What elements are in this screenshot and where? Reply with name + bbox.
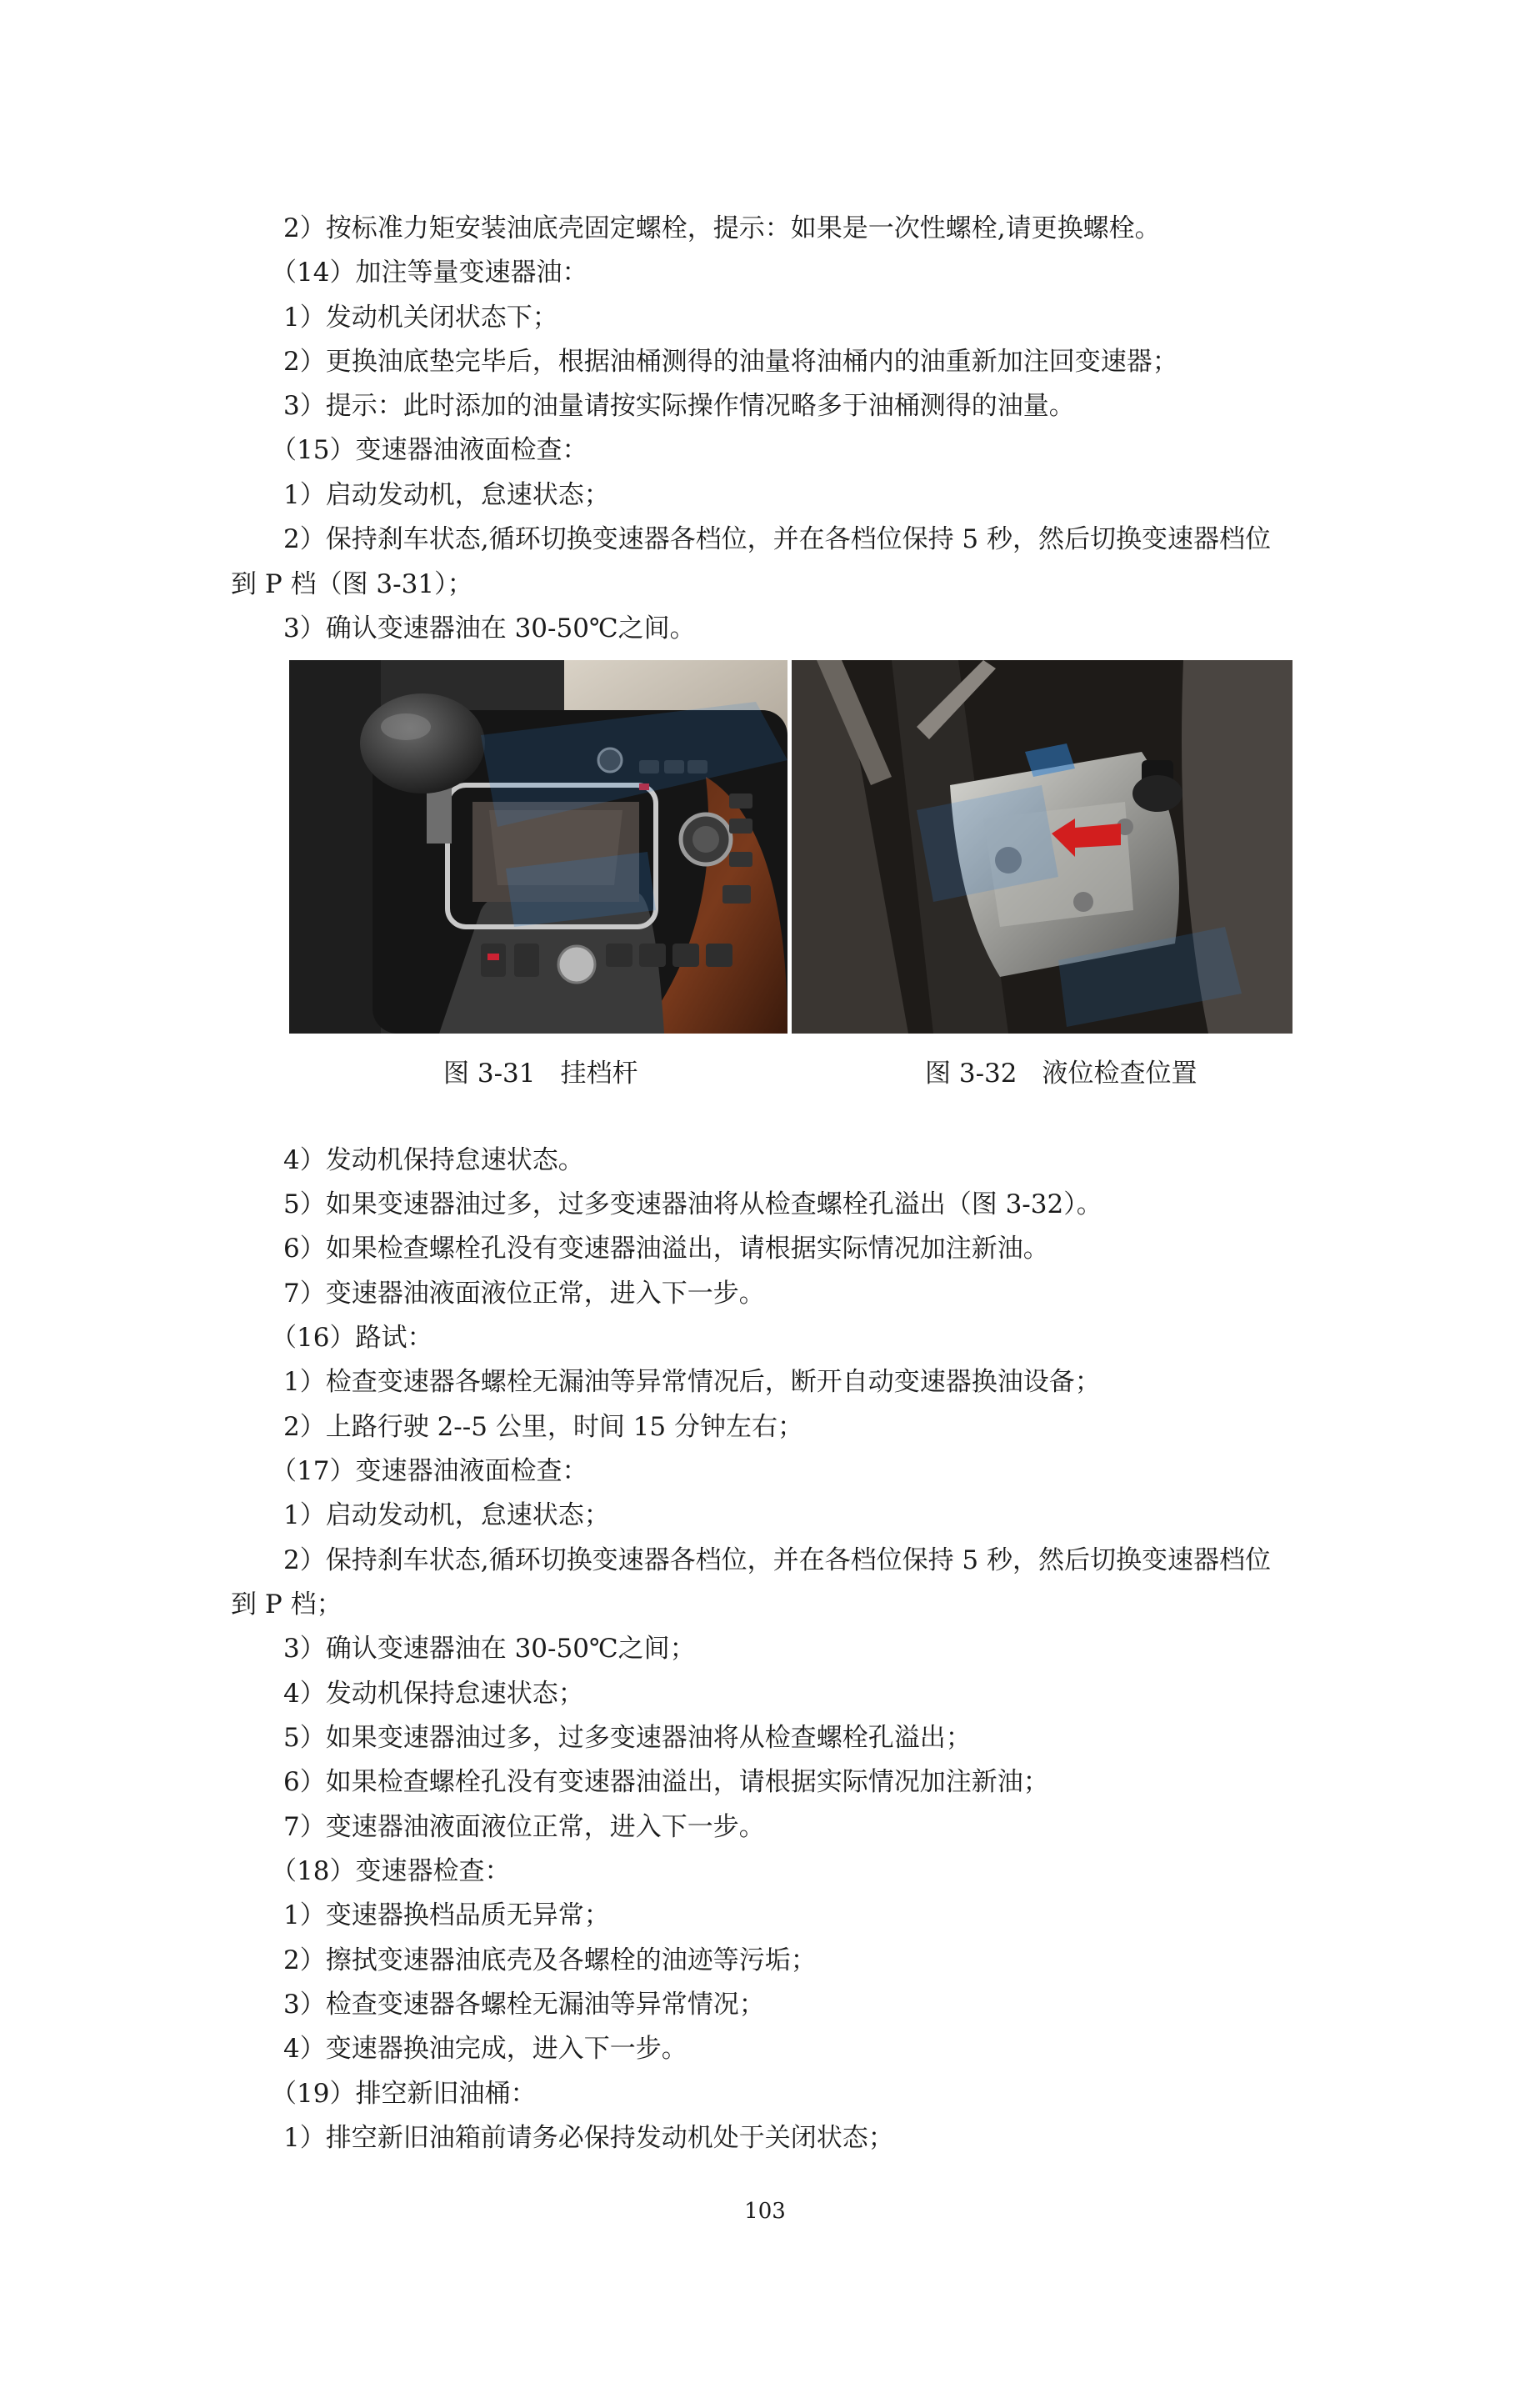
fluid-check-illustration <box>792 660 1292 1034</box>
text-line: 1）发动机关闭状态下； <box>283 303 558 333</box>
section-heading: （17）变速器油液面检查： <box>271 1456 588 1486</box>
text-line: 5）如果变速器油过多，过多变速器油将从检查螺栓孔溢出； <box>283 1723 972 1753</box>
gear-lever-illustration <box>289 660 788 1034</box>
text-line: 2）按标准力矩安装油底壳固定螺栓，提示：如果是一次性螺栓,请更换螺栓。 <box>283 213 1161 243</box>
text-line: 1）排空新旧油箱前请务必保持发动机处于关闭状态； <box>283 2123 894 2153</box>
figure-title: 液位检查位置 <box>1042 1059 1198 1089</box>
text-line: 1）启动发动机，怠速状态； <box>283 1500 610 1530</box>
figure-title: 挂档杆 <box>560 1059 638 1089</box>
text-line: 1）启动发动机，怠速状态； <box>283 480 610 510</box>
text-line: 2）保持刹车状态,循环切换变速器各档位，并在各档位保持 5 秒，然后切换变速器档位 <box>283 1545 1272 1575</box>
text-line: 3）检查变速器各螺栓无漏油等异常情况； <box>283 1990 765 2020</box>
text-line: 3）确认变速器油在 30-50℃之间。 <box>283 613 696 643</box>
figure-number: 图 3-32 <box>925 1059 1018 1089</box>
text-line: 6）如果检查螺栓孔没有变速器油溢出，请根据实际情况加注新油。 <box>283 1234 1049 1264</box>
figure-number: 图 3-31 <box>443 1059 536 1089</box>
section-heading: （18）变速器检查： <box>271 1856 511 1886</box>
section-heading: （16）路试： <box>271 1323 433 1353</box>
text-line: 2）上路行驶 2--5 公里，时间 15 分钟左右； <box>283 1412 803 1442</box>
section-heading: （15）变速器油液面检查： <box>271 435 588 465</box>
section-heading: （19）排空新旧油桶： <box>271 2079 537 2109</box>
text-line: 1）变速器换档品质无异常； <box>283 1900 610 1930</box>
page-number: 103 <box>744 2199 786 2224</box>
text-line: 3）提示：此时添加的油量请按实际操作情况略多于油桶测得的油量。 <box>283 391 1075 421</box>
text-line: 4）发动机保持怠速状态。 <box>283 1145 584 1175</box>
text-line: 1）检查变速器各螺栓无漏油等异常情况后，断开自动变速器换油设备； <box>283 1367 1101 1397</box>
text-line: 2）更换油底垫完毕后，根据油桶测得的油量将油桶内的油重新加注回变速器； <box>283 347 1178 377</box>
text-line: 7）变速器油液面液位正常，进入下一步。 <box>283 1279 765 1309</box>
text-line: 4）发动机保持怠速状态； <box>283 1679 584 1709</box>
section-heading: （14）加注等量变速器油： <box>271 258 588 288</box>
figure-caption-left <box>443 1057 638 1090</box>
gear-lever-photo <box>289 660 788 1034</box>
figure-row <box>289 660 1292 1034</box>
text-line: 6）如果检查螺栓孔没有变速器油溢出，请根据实际情况加注新油； <box>283 1767 1049 1797</box>
text-line: 3）确认变速器油在 30-50℃之间； <box>283 1634 696 1664</box>
text-line: 2）保持刹车状态,循环切换变速器各档位，并在各档位保持 5 秒，然后切换变速器档位 <box>283 524 1272 554</box>
text-line: 5）如果变速器油过多，过多变速器油将从检查螺栓孔溢出（图 3-32）。 <box>283 1189 1102 1219</box>
figure-caption-right <box>925 1057 1198 1090</box>
fluid-level-check-photo <box>792 660 1292 1034</box>
text-line: 7）变速器油液面液位正常，进入下一步。 <box>283 1812 765 1842</box>
text-line: 4）变速器换油完成，进入下一步。 <box>283 2034 688 2064</box>
text-line: 到 P 档； <box>231 1589 342 1620</box>
text-line: 到 P 档（图 3-31）； <box>231 569 473 599</box>
text-line: 2）擦拭变速器油底壳及各螺栓的油迹等污垢； <box>283 1945 817 1975</box>
